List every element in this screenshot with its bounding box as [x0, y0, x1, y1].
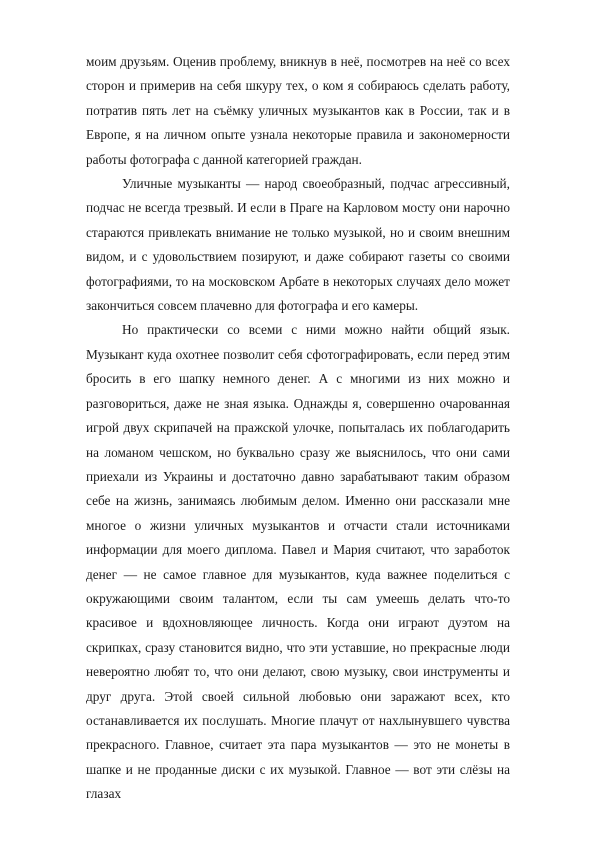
paragraph: Уличные музыканты — народ своеобразный, подчас агрессивный, подчас не всегда трезвый. И если в Праге на Карловом мосту они нарочно стараются привлекать внимание не только музыкой, но и своим внешним видом, и с удовольствием позируют, и даже собирают газеты со своими фотографиями, то на московском Арбате в некоторых случаях дело может закончиться совсем плачевно для фотографа и его камеры. [86, 176, 510, 314]
body-text [86, 50, 510, 807]
paragraph: Но практически со всеми с ними можно найти общий язык. Музыкант куда охотнее позволит себя сфотографировать, если перед этим бросить в его шапку немного денег. А с многими из них можно и разговориться, даже не зная языка. Однажды я, совершенно очарованная игрой двух скрипачей на пражской улочке, попыталась их поблагодарить на ломаном чешском, но буквально сразу же выяснилось, что они сами приехали из Украины и достаточно давно зарабатывают таким образом себе на жизнь, занимаясь любимым делом. Именно они рассказали мне многое о жизни уличных музыкантов и отчасти стали источниками информации для моего диплома. Павел и Мария считают, что заработок денег — не самое главное для музыкантов, куда важнее поделиться с окружающими своим талантом, если ты сам умеешь делать что-то красивое и вдохновляющее личность. Когда они играют дуэтом на скрипках, сразу становится видно, что эти уставшие, но прекрасные люди невероятно любят то, что они делают, свою музыку, свои инструменты и друг друга. Этой своей сильной любовью они заражают всех, кто останавливается их послушать. Многие плачут от нахлынувшего чувства прекрасного. Главное, считает эта пара музыкантов — это не монеты в шапке и не проданные диски с их музыкой. Главное — вот эти слёзы на глазах [86, 322, 510, 802]
paragraph-continued: моим друзьям. Оценив проблему, вникнув в неё, посмотрев на неё со всех сторон и примерив на себя шкуру тех, о ком я собираюсь сделать работу, потратив пять лет на съёмку уличных музыкантов как в России, так и в Европе, я на личном опыте узнала некоторые правила и закономерности работы фотографа с данной категорией граждан. [86, 54, 510, 167]
